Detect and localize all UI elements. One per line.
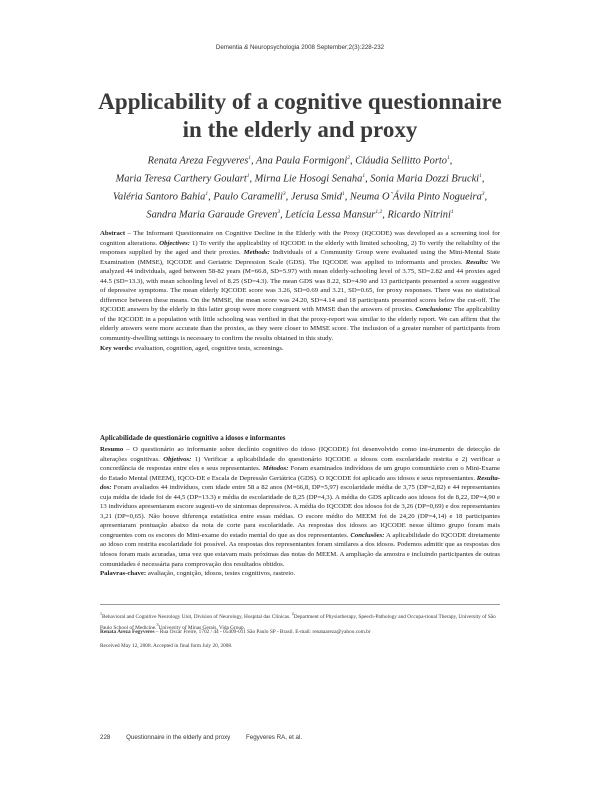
author-affil: 1	[446, 155, 450, 161]
abstract-text: 1) To verify the applicability of IQCODE in the elderly with limited schooling, 2) To verify the reliability of the responses supplied by the aged and their proxies.	[100, 239, 500, 257]
metodos-label: Métodos:	[262, 465, 289, 473]
author-affil: 3	[277, 208, 281, 215]
journal-ampersand: &	[244, 44, 249, 51]
abstract-text: The applicability of the IQCODE in a population with little schooling was verified in that the proxy-report was similar to the elderly report. We can affirm that the elderly answers were more accurate than the proxies, as they were closer to MMSE score. The inclusion of a greater number of participants from community-dwelling settings is necessary to confirm the results obtained in this study.	[100, 306, 500, 343]
author-name: Maria Teresa Carthery Goulart	[115, 173, 247, 185]
author-name: Ricardo Nitrini	[387, 209, 451, 221]
author-name: Mirna Lie Hosogi Senaha	[254, 173, 363, 185]
resumo-label: Resumo	[100, 446, 124, 453]
running-authors: Fegyveres RA, et al.	[246, 734, 303, 741]
resumo-text: – O questionário ao informante sobre declínio cognitivo do idoso (IQCODE) foi desenvolvido como ins-trumento de detecção de alterações cognitivas.	[100, 446, 500, 463]
author-name: Renata Areza Fegyveres	[147, 155, 249, 167]
author-line	[70, 187, 530, 205]
resumo-text: A aplicabilidade do IQCODE diretamente ao idoso com restrita escolaridade foi possível. As respostas dos representantes foram similares a dos idosos. Podemos admitir que as respostas dos idosos foram mais acuradas, uma vez que estavam mais próximas das notas do MEEM. A ampliação da amostra e incluindo participantes de outras comunidades é necessária para comprovação dos resultados obtidos.	[100, 531, 500, 568]
page-footer	[100, 734, 316, 741]
methods-label: Methods:	[243, 249, 270, 257]
affiliation-3: University of Minas Gerais, Vida Group.	[158, 624, 246, 631]
affiliation-2: Department of Physiotherapy, Speech-Pathology and Occupa-tional Therapy, University of São Paulo School of Medicine.	[100, 613, 496, 631]
title-line-1: Applicability of a cognitive questionnaire	[98, 89, 502, 114]
author-affil: 1	[205, 190, 209, 197]
correspondence-address: – Rua Oscar Freire, 1702 / 44 - 05409-011 São Paulo SP - Brasil. E-mail: renataareza@yahoo.com.br	[154, 629, 371, 635]
author-line	[70, 205, 530, 223]
author-name: Paulo Caramelli	[213, 191, 283, 203]
affiliation-1: Behavioral and Cognitive Neurology Unit, Division of Neurology, Hospital das Clínicas.	[102, 613, 292, 620]
author-sep: ,	[344, 191, 350, 203]
author-affil: 1	[248, 155, 252, 161]
author-sep: ,	[349, 155, 356, 167]
affil-mark: 3	[156, 621, 159, 627]
received-dates: Received May 12, 2008. Accepted in final form July 20, 2008.	[100, 643, 233, 649]
abstract-text: – The Informant Questionnaire on Cognitive Decline in the Elderly with the Proxy (IQCODE) was developed as a screening tool for cognition alterations.	[100, 230, 500, 247]
author-name: Neuma O`Ávila Pinto Nogueira	[349, 191, 482, 203]
keywords-text: evaluation, cognition, aged, cognitive tests, screenings.	[133, 344, 284, 352]
objectives-label: Objectives:	[159, 239, 191, 247]
author-sep: ,	[449, 155, 453, 167]
author-sep: ,	[285, 191, 291, 203]
author-name: Valéria Santoro Bahia	[112, 191, 206, 203]
keywords-label: Key words:	[100, 344, 134, 352]
abstract-text: We analyzed 44 individuals, aged between 58-82 years (M=66.8, SD=5.97) with mean elderly-schooling level of 3.75, SD=2.82 and 44 proxies aged 44.5 (SD=13.3), with mean schooling level of 8.25 (SD=4.3). The mean GDS was 8.22, SD=4.90 and 13 participants presented a score suggestive of depressive symptoms. The mean elderly IQCODE score was 3.26, SD=0.69 and 3.21, SD=0.65, for proxy responses. There was no statistical difference between these means. On the MMSE, the mean score was 24.20, SD=4.14 and 18 participants presented scores below the cut-off. The IQCODE answers by the elderly in this latter group were more congruent with MMSE than the answers of proxies.	[100, 258, 500, 314]
author-affil: 1,2	[375, 208, 383, 215]
author-list	[70, 151, 530, 223]
author-sep: ,	[365, 173, 371, 185]
resumo-text: Foram examinados indivíduos de um grupo comunitário com o Mini-Exame do Estado Mental (MEEM), IQCO-DE e Escala de Depressão Geriátrica (GDS). O IQCODE foi aplicado aos idosos e seus representantes.	[100, 465, 500, 482]
conclusoes-label: Conclusões:	[350, 531, 385, 539]
running-title: Questionnaire in the elderly and proxy	[126, 734, 231, 741]
journal-header	[0, 44, 600, 51]
title-line-2: in the elderly and proxy	[182, 117, 418, 142]
author-sep: ,	[280, 209, 286, 221]
abstract-label: Abstract	[100, 230, 126, 237]
journal-name: Dementia	[215, 44, 245, 51]
author-sep: ,	[249, 173, 255, 185]
author-affil: 3	[481, 190, 485, 197]
author-sep: ,	[484, 191, 488, 203]
author-affil: 2	[347, 155, 350, 161]
footnote-divider	[100, 604, 500, 605]
author-affil: 1	[450, 208, 454, 215]
palavras-chave-text: avaliação, cognição, idosos, testes cognitivos, rastreio.	[146, 570, 296, 578]
correspondence-name: Renata Areza Fegyveres	[100, 629, 155, 635]
author-affil: 3	[282, 190, 286, 197]
conclusions-label: Conclusions:	[415, 306, 453, 314]
resultados-label: Resulta-dos:	[100, 474, 500, 492]
palavras-chave-label: Palavras-chave:	[100, 570, 147, 578]
author-sep: ,	[382, 209, 388, 221]
page-number: 228	[100, 734, 111, 741]
author-name: Sonia Maria Dozzi Brucki	[370, 173, 480, 185]
journal-citation: Neuropsychologia 2008 September;2(3):228-232	[248, 44, 385, 51]
objetivos-label: Objetivos:	[163, 455, 192, 463]
author-affil: 1	[362, 172, 366, 179]
author-affil: 1	[246, 172, 250, 179]
author-affil: 1	[479, 172, 482, 179]
author-name: Sandra Maria Garaude Greven	[146, 209, 278, 221]
author-affil: 1	[341, 190, 345, 197]
author-sep: ,	[208, 191, 214, 203]
affil-mark: 2	[291, 611, 294, 616]
author-line	[70, 151, 530, 169]
resumo	[100, 445, 500, 579]
article-title	[60, 88, 540, 144]
results-label: Results:	[465, 258, 489, 266]
author-name: Cláudia Sellitto Porto	[355, 155, 447, 167]
affil-mark: 1	[100, 611, 102, 616]
author-name: Jerusa Smid	[290, 191, 342, 203]
resumo-text: Foram avaliados 44 indivíduos, com idade entre 58 a 82 anos (M=66,8, DP=5,97) escolaridade média de 3,75 (DP=2,82) e 44 representantes cuja média de idade foi de 44,5 (DP=13.3) e média de escolaridade de 8,25 (DP=4,3). A média do GDS aplicado aos idosos foi de 8,22, DP=4,90 e 13 indivíduos apresentaram escore sugesti-vo de sintomas depressivos. A média do IQCODE dos idosos foi de 3,26 (DP=0,69) e dos representantes 3,21 (DP=0,65). Não houve diferença estatística entre essas médias. O escore médio do MEEM foi de 24,20 (DP=4,14) e 18 participantes apresentaram pontuação abaixo da nota de corte para escolaridade. As respostas dos idosos ao IQCODE nesse último grupo foram mais congruentes com os escores do Mini-exame do estado mental do que as dos representantes.	[100, 484, 500, 539]
author-name: Letícia Lessa Mansur	[285, 209, 376, 221]
abstract	[100, 229, 500, 353]
correspondence	[100, 629, 500, 635]
author-sep: ,	[481, 173, 485, 185]
portuguese-title: Aplicabilidade de questionário cognitivo a idosos e informantes	[100, 435, 286, 442]
author-line	[70, 169, 530, 187]
author-name: Ana Paula Formigoni	[256, 155, 348, 167]
resumo-text: 1) Verificar a aplicabilidade do questionário IQCODE a idosos com escolaridade restrita e 2) verificar a concordância de respostas entre eles e seus representantes.	[100, 455, 500, 473]
abstract-text: Individuals of a Community Group were evaluated using the Mini-Mental State Examination (MMSE), IQCODE and Geriatric Depression Scale (GDS). The IQCODE was applied to informants and proxies.	[100, 249, 500, 266]
author-sep: ,	[251, 155, 257, 167]
